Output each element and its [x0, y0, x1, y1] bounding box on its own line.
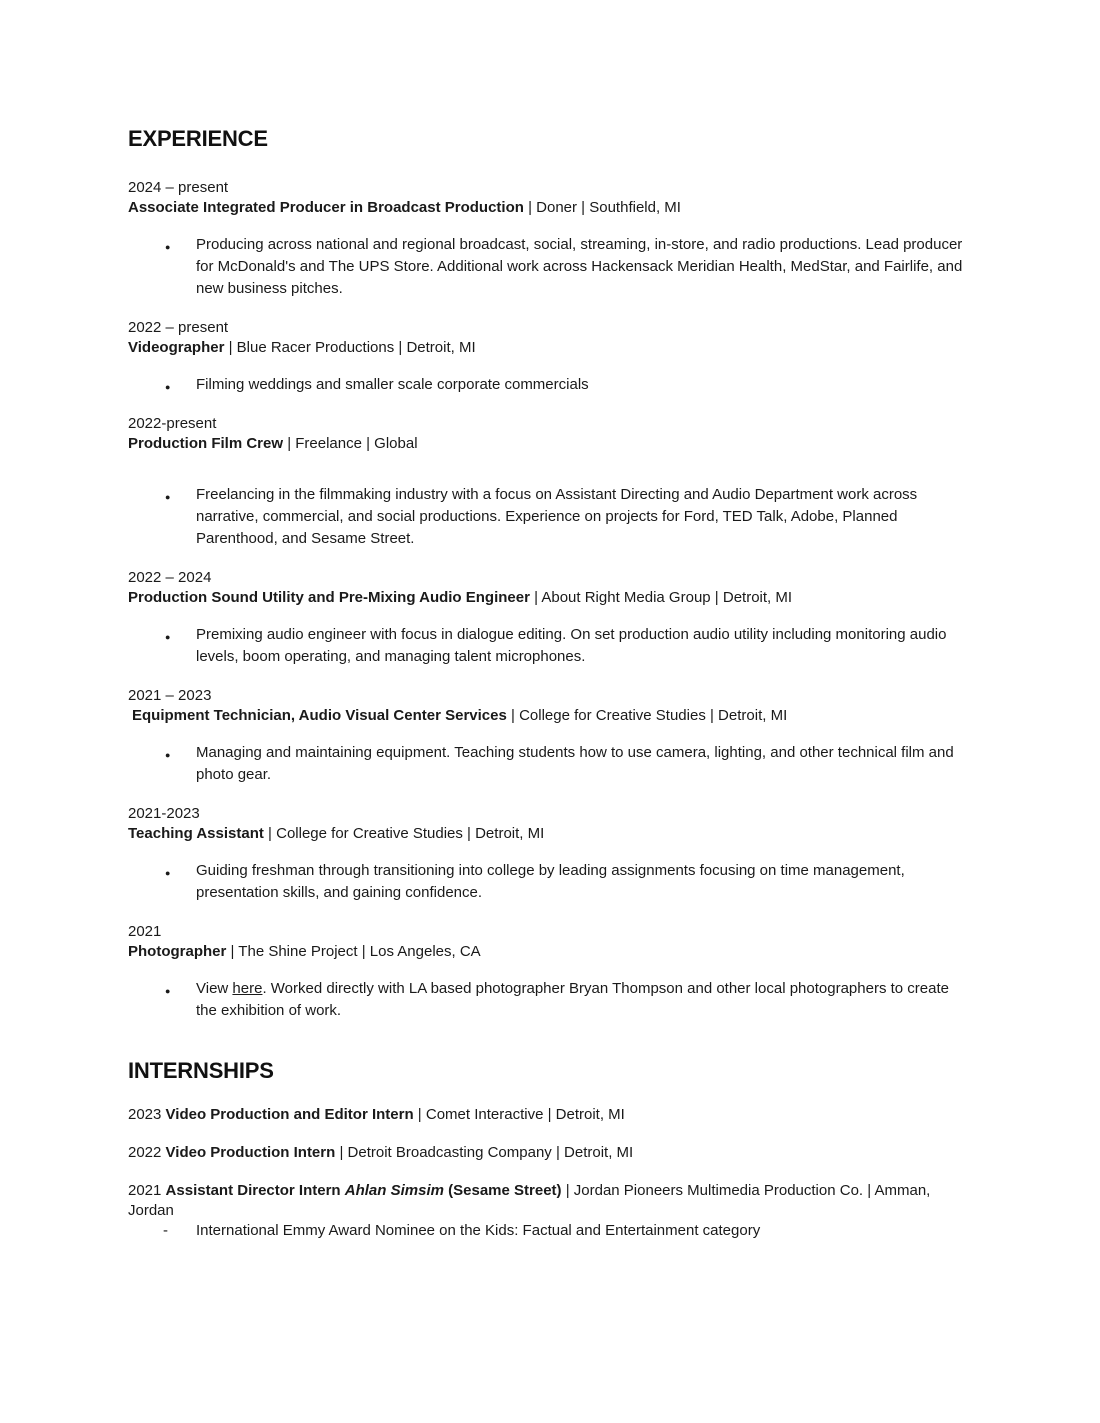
internships-section: [128, 1057, 972, 1241]
entry-title: Equipment Technician, Audio Visual Center Services: [132, 707, 507, 724]
internship-date: 2023: [128, 1106, 162, 1123]
experience-entry: [128, 568, 972, 668]
entry-title: Photographer: [128, 943, 227, 960]
experience-heading: EXPERIENCE: [128, 126, 268, 151]
experience-entry: [128, 178, 972, 300]
entry-bullets: [128, 860, 972, 904]
experience-entry: [128, 804, 972, 904]
experience-entry: [128, 414, 972, 550]
entry-bullets: [128, 234, 972, 300]
internship-entry: [128, 1105, 972, 1125]
bullet-item: ● Freelancing in the filmmaking industry with a focus on Assistant Directing and Audio Department work across narrative, commercial, and social productions. Experience on projects for Ford, TED Talk, Adobe, Planned Parenthood, and Sesame Street.: [196, 484, 972, 550]
entry-meta: | Blue Racer Productions | Detroit, MI: [228, 339, 476, 356]
entry-dates: 2022 – 2024: [128, 569, 212, 586]
entry-dates: 2022 – present: [128, 319, 229, 336]
entry-meta: | Doner | Southfield, MI: [528, 199, 681, 216]
entry-meta: | Freelance | Global: [287, 435, 418, 452]
entry-title-line: [128, 942, 972, 962]
internship-meta: | Jordan Pioneers Multimedia Production Co. | Amman, Jordan: [128, 1182, 931, 1219]
entry-bullets: [128, 484, 972, 550]
entry-meta: | College for Creative Studies | Detroit, MI: [511, 707, 788, 724]
internships-heading: INTERNSHIPS: [128, 1058, 274, 1083]
internship-entry: [128, 1143, 972, 1163]
entry-title: Production Sound Utility and Pre-Mixing Audio Engineer: [128, 589, 530, 606]
entry-title-line: [128, 434, 972, 454]
entry-bullets: [128, 624, 972, 668]
bullet-item: ● Filming weddings and smaller scale corporate commercials: [196, 374, 972, 396]
internship-title: [166, 1182, 562, 1199]
entry-meta: | College for Creative Studies | Detroit, MI: [268, 825, 545, 842]
dash-marker: -: [163, 1222, 168, 1239]
bullet-item: ● Managing and maintaining equipment. Teaching students how to use camera, lighting, and other technical film and photo gear.: [196, 742, 972, 786]
bullet-text-suffix: . Worked directly with LA based photographer Bryan Thompson and other local photographers to create the exhibition of work.: [196, 980, 949, 1019]
internship-title: Video Production and Editor Intern: [165, 1106, 414, 1123]
internship-meta: | Detroit Broadcasting Company | Detroit, MI: [339, 1144, 634, 1161]
internship-date: 2022: [128, 1144, 162, 1161]
bullet-item: ● Premixing audio engineer with focus in dialogue editing. On set production audio utility including monitoring audio levels, boom operating, and managing talent microphones.: [196, 624, 972, 668]
entry-bullets: [128, 374, 972, 396]
internship-entry: [128, 1181, 972, 1241]
entry-title: Videographer: [128, 339, 225, 356]
view-here-link[interactable]: here: [232, 980, 263, 997]
bullet-item: [196, 978, 972, 1022]
experience-entry: [128, 318, 972, 396]
experience-section: [128, 125, 972, 1022]
sub-bullet-text: International Emmy Award Nominee on the Kids: Factual and Entertainment category: [196, 1222, 761, 1239]
entry-title: Production Film Crew: [128, 435, 284, 452]
internship-meta: | Comet Interactive | Detroit, MI: [417, 1106, 625, 1123]
entry-dates: 2022-present: [128, 415, 217, 432]
entry-bullets: [128, 742, 972, 786]
bullet-item: ● Guiding freshman through transitioning into college by leading assignments focusing on time management, presentation skills, and gaining confidence.: [196, 860, 972, 904]
internship-title-text: (Sesame Street): [448, 1182, 562, 1199]
entry-meta: | About Right Media Group | Detroit, MI: [534, 589, 793, 606]
entry-bullets: [128, 978, 972, 1022]
entry-title-line: [128, 588, 972, 608]
entry-title: Associate Integrated Producer in Broadcast Production: [128, 199, 524, 216]
entry-title-line: [128, 198, 972, 218]
entry-meta: | The Shine Project | Los Angeles, CA: [230, 943, 481, 960]
bullet-text-prefix: View: [196, 980, 233, 997]
entry-dates: 2021: [128, 923, 162, 940]
entry-dates: 2021 – 2023: [128, 687, 212, 704]
experience-entry: [128, 922, 972, 1022]
bullet-item: ● Producing across national and regional broadcast, social, streaming, in-store, and radio productions. Lead producer for McDonald's and The UPS Store. Additional work across Hackensack Meridian Health, MedStar, and Fairlife, and new business pitches.: [196, 234, 972, 300]
entry-title-line: [128, 338, 972, 358]
experience-entry: [128, 686, 972, 786]
entry-dates: 2021-2023: [128, 805, 200, 822]
entry-title-line: [128, 706, 972, 726]
entry-title: Teaching Assistant: [128, 825, 264, 842]
internship-title-italic: Ahlan Simsim: [344, 1182, 444, 1199]
internship-date: 2021: [128, 1182, 162, 1199]
internship-title-text: Assistant Director Intern: [165, 1182, 341, 1199]
entry-title-line: [128, 824, 972, 844]
internship-title: Video Production Intern: [165, 1144, 336, 1161]
entry-dates: 2024 – present: [128, 179, 229, 196]
internship-sub-bullet: [128, 1221, 972, 1241]
